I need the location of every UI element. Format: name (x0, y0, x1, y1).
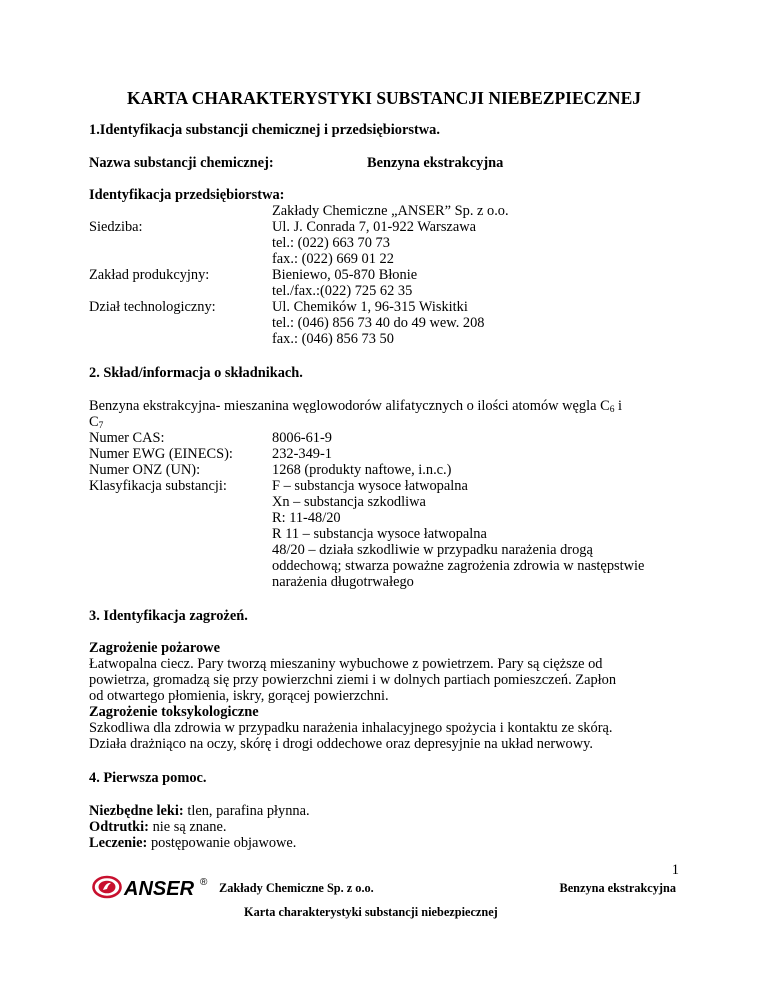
composition-description-line2: $C_7$ (89, 414, 104, 431)
logo-text: ANSER (124, 878, 195, 899)
classification-line: Xn – substancja szkodliwa (272, 494, 426, 510)
plant-line: tel./fax.:(022) 725 62 35 (272, 283, 413, 299)
tech-line: tel.: (046) 856 73 40 do 49 wew. 208 (272, 315, 485, 331)
classification-line: narażenia długotrwałego (272, 574, 414, 590)
company-name: Zakłady Chemiczne „ANSER” Sp. z o.o. (272, 203, 509, 219)
footer-doc-title: Karta charakterystyki substancji niebezpiecznej (244, 905, 498, 919)
registered-mark: ® (200, 877, 208, 888)
seat-line: fax.: (022) 669 01 22 (272, 251, 394, 267)
fire-hazard-line: Łatwopalna ciecz. Pary tworzą mieszaniny wybuchowe z powietrzem. Pary są cięższe od (89, 656, 603, 672)
section-4-heading: 4. Pierwsza pomoc. (89, 770, 207, 786)
onz-label: Numer ONZ (UN): (89, 462, 201, 478)
first-aid-treatment: Leczenie: postępowanie objawowe. (89, 835, 297, 851)
footer-company: Zakłady Chemiczne Sp. z o.o. (219, 881, 374, 895)
cas-label: Numer CAS: (89, 430, 165, 446)
ewg-label: Numer EWG (EINECS): (89, 446, 233, 462)
plant-line: Bieniewo, 05-870 Błonie (272, 267, 418, 283)
section-1-heading: 1.Identyfikacja substancji chemicznej i przedsiębiorstwa. (89, 122, 440, 138)
classification-label: Klasyfikacja substancji: (89, 478, 227, 494)
fire-hazard-line: od otwartego płomienia, iskry, gorącej powierzchni. (89, 688, 389, 704)
tox-hazard-heading: Zagrożenie toksykologiczne (89, 704, 259, 720)
tech-line: Ul. Chemików 1, 96-315 Wiskitki (272, 299, 468, 315)
first-aid-antidotes: Odtrutki: nie są znane. (89, 819, 227, 835)
onz-value: 1268 (produkty naftowe, i.n.c.) (272, 462, 452, 478)
classification-line: R: 11-48/20 (272, 510, 341, 526)
tox-hazard-line: Działa drażniąco na oczy, skórę i drogi oddechowe oraz depresyjnie na układ nerwowy. (89, 736, 593, 752)
plant-label: Zakład produkcyjny: (89, 267, 210, 283)
footer-product: Benzyna ekstrakcyjna (559, 881, 676, 895)
substance-name-label: Nazwa substancji chemicznej: (89, 155, 274, 171)
classification-line: oddechową; stwarza poważne zagrożenia zdrowia w następstwie (272, 558, 645, 574)
first-aid-medicines: Niezbędne leki: tlen, parafina płynna. (89, 803, 310, 819)
anser-logo (92, 875, 212, 899)
tox-hazard-line: Szkodliwa dla zdrowia w przypadku narażenia inhalacyjnego spożycia i kontaktu ze skórą. (89, 720, 613, 736)
classification-line: 48/20 – działa szkodliwie w przypadku narażenia drogą (272, 542, 593, 558)
section-3-heading: 3. Identyfikacja zagrożeń. (89, 608, 248, 624)
fire-hazard-line: powietrza, gromadzą się przy powierzchni ziemi i w dolnych partiach pomieszczeń. Zapłon (89, 672, 617, 688)
company-heading: Identyfikacja przedsiębiorstwa: (89, 187, 285, 203)
ewg-value: 232-349-1 (272, 446, 332, 462)
tech-line: fax.: (046) 856 73 50 (272, 331, 394, 347)
classification-line: F – substancja wysoce łatwopalna (272, 478, 468, 494)
tech-label: Dział technologiczny: (89, 299, 216, 315)
document-title: KARTA CHARAKTERYSTYKI SUBSTANCJI NIEBEZPIECZNEJ (127, 88, 641, 108)
cas-value: 8006-61-9 (272, 430, 332, 446)
seat-line: tel.: (022) 663 70 73 (272, 235, 390, 251)
seat-line: Ul. J. Conrada 7, 01-922 Warszawa (272, 219, 476, 235)
classification-line: R 11 – substancja wysoce łatwopalna (272, 526, 487, 542)
seat-label: Siedziba: (89, 219, 143, 235)
fire-hazard-heading: Zagrożenie pożarowe (89, 640, 220, 656)
composition-description: Benzyna ekstrakcyjna- mieszanina węglowodorów alifatycznych o ilości atomów węgla $C_6$ i (89, 398, 623, 415)
section-2-heading: 2. Skład/informacja o składnikach. (89, 365, 303, 381)
substance-name-value: Benzyna ekstrakcyjna (367, 155, 504, 171)
page-number: 1 (671, 862, 679, 878)
